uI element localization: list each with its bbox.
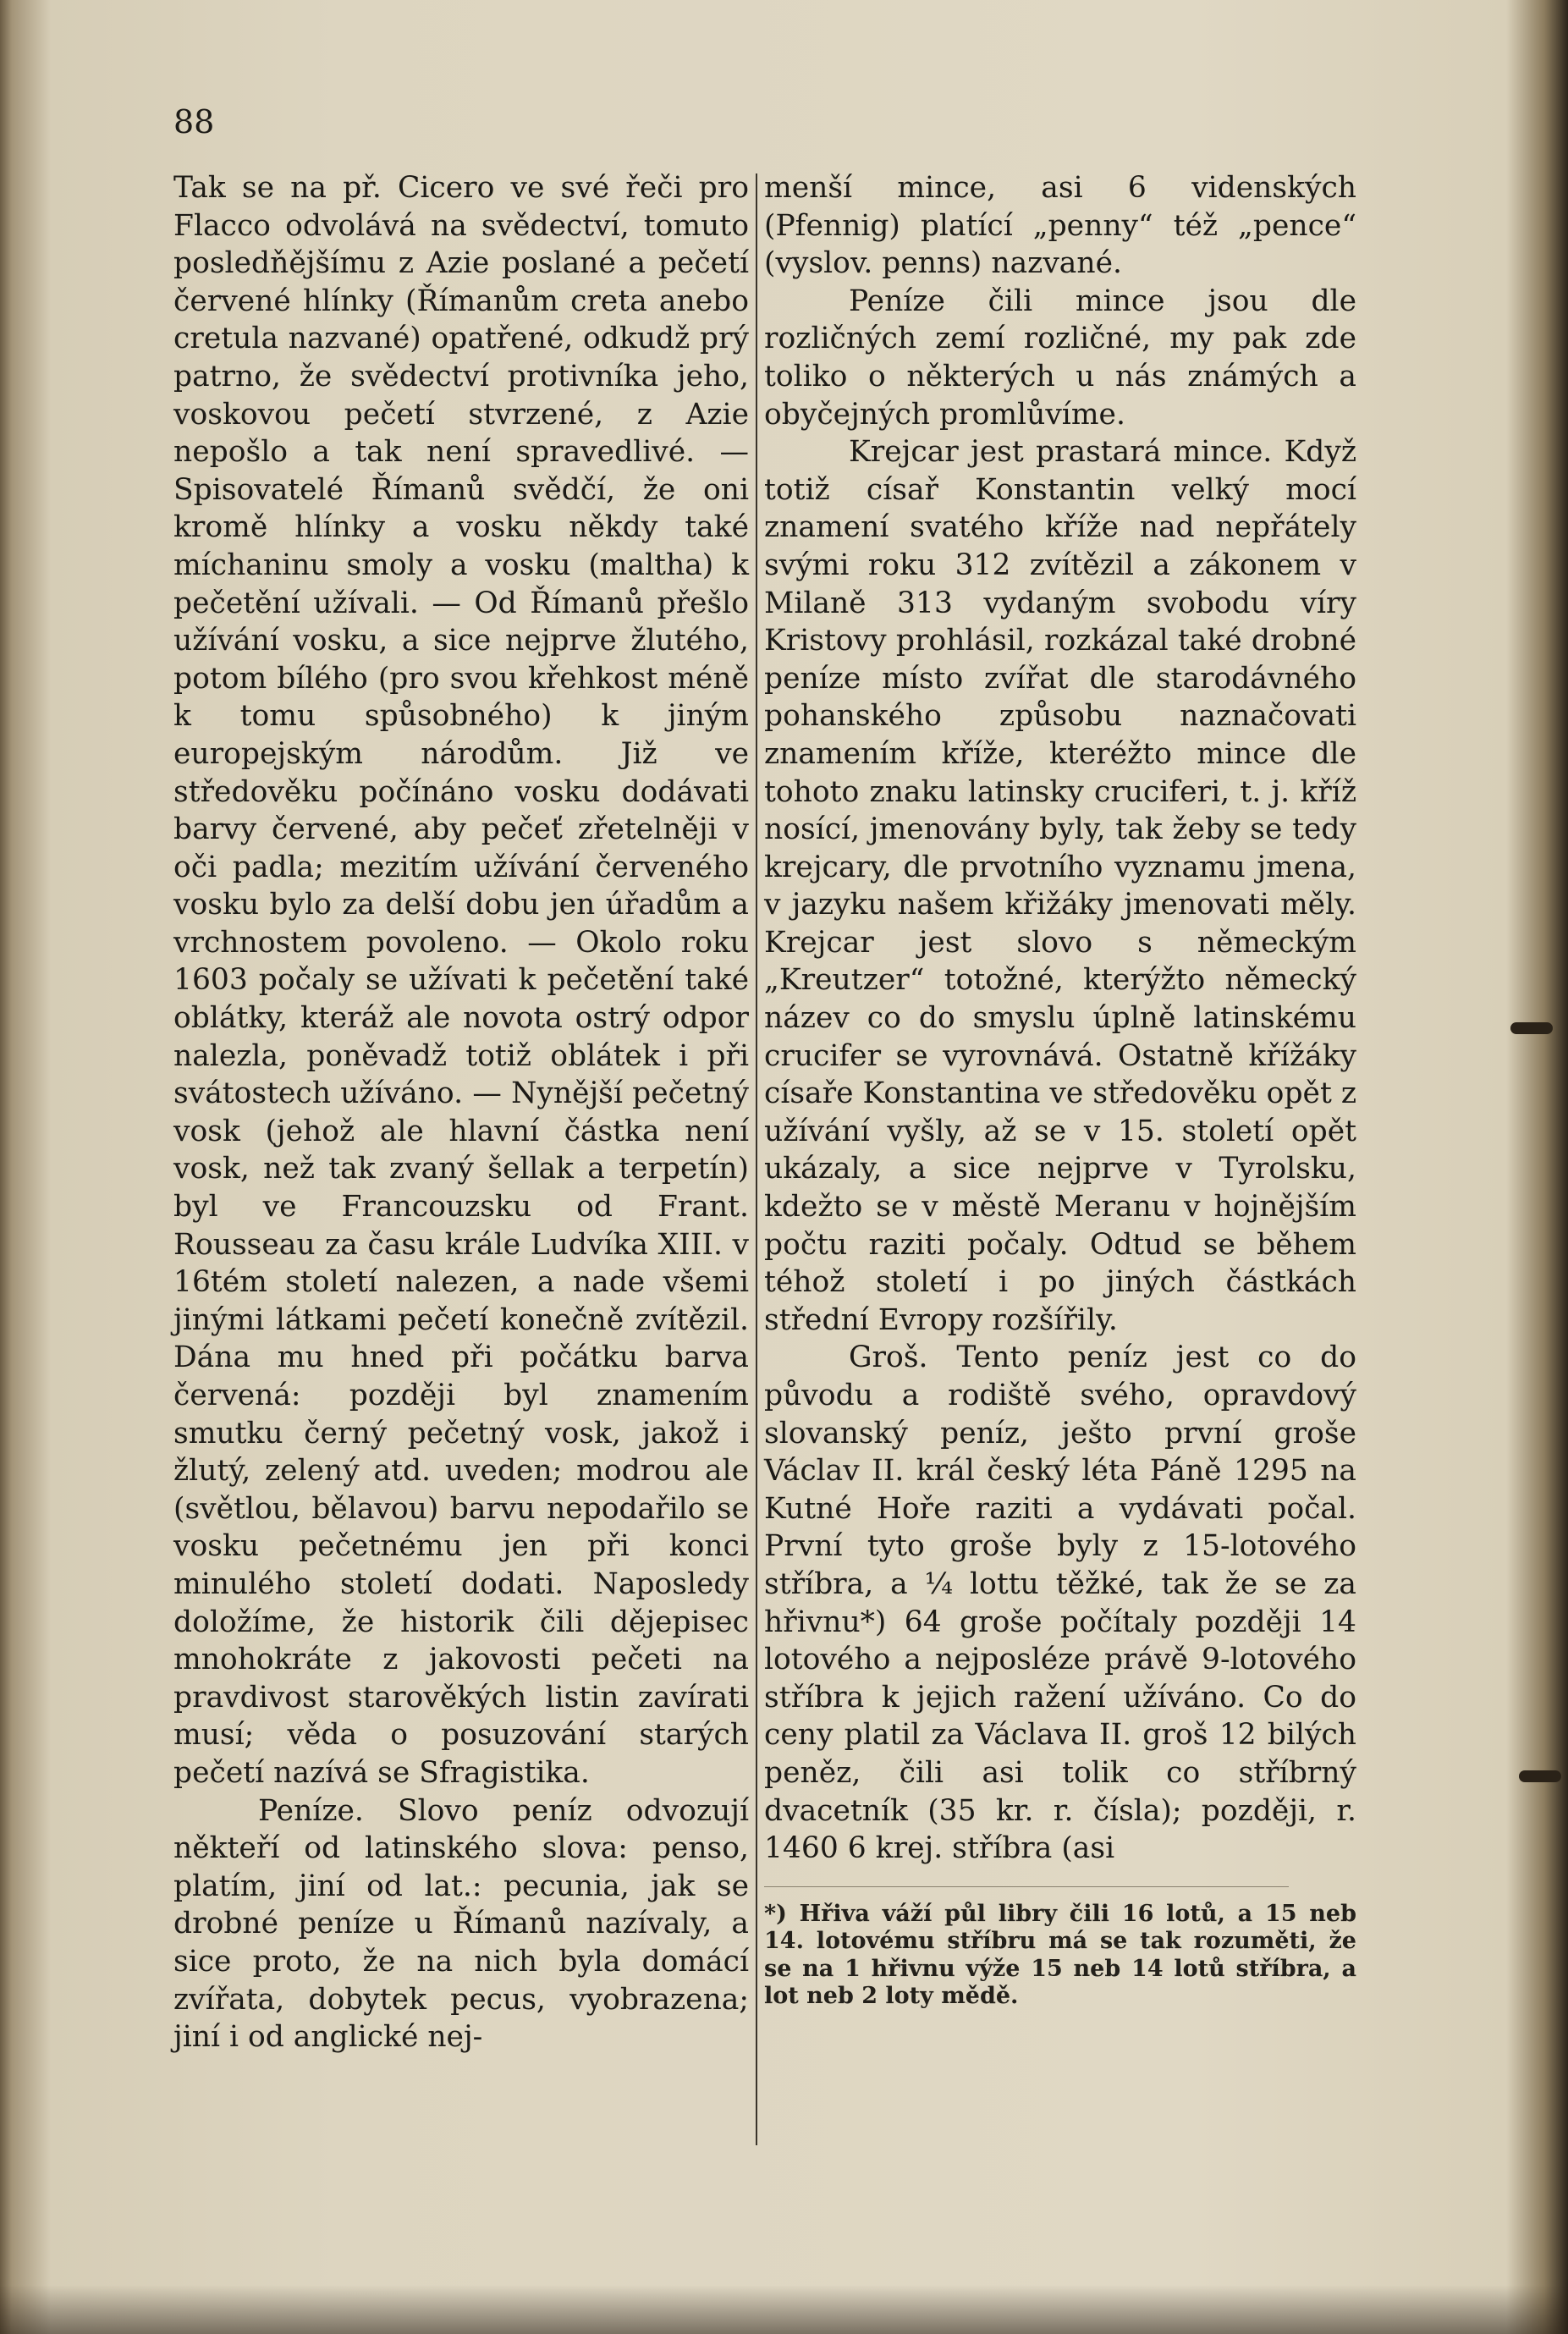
margin-ink-mark <box>1510 1022 1553 1034</box>
paragraph-gros: Groš. Tento peníz jest co do původu a rodiště svého, opravdový slovanský peníz, ješto první groše Václav II. král český léta Páně 1295 na Kutné Hoře raziti a vydávati počal. První tyto groše byly z 15-lotového stříbra, a ¼ lottu těžké, tak že se za hřivnu*) 64 groše počítaly později 14 lotového a nejposléze právě 9-lotového stříbra k jejich ražení užíváno. Co do ceny platil za Václava II. groš 12 bilých peněz, čili asi tolik co stříbrný dvacetník (35 kr. r. čísla); později, r. 1460 6 krej. stříbra (asi <box>764 1340 1356 1866</box>
paragraph-continuation: menší mince, asi 6 videnských (Pfennig) platící „penny“ též „pence“ (vyslov. penns) nazvané. <box>764 171 1356 281</box>
footnote: *) Hřiva váží půl libry čili 16 lotů, a 15 neb 14. lotovému stříbru má se tak rozuměti, že se na 1 hřivnu výže 15 neb 14 lotů stříbra, a lot neb 2 loty mědě. <box>764 1900 1356 2010</box>
left-column <box>173 169 749 2056</box>
footnote-divider <box>764 1886 1289 1887</box>
page-number: 88 <box>173 103 215 140</box>
paragraph-pecete: Tak se na př. Cicero ve své řeči pro Flacco odvolává na svědectví, tomuto posledňějšímu z Azie poslané a pečetí červené hlínky (Římanům creta anebo cretula nazvané) opatřené, odkudž prý patrno, že svědectví protivníka jeho, voskovou pečetí stvrzené, z Azie nepošlo a tak není spravedlivé. — Spisovatelé Římanů svědčí, že oni kromě hlínky a vosku někdy také míchaninu smoly a vosku (maltha) k pečetění užívali. — Od Římanů přešlo užívání vosku, a sice nejprve žlutého, potom bílého (pro svou křehkost méně k tomu spůsobného) k jiným europejským národům. Již ve středověku počínáno vosku dodávati barvy červené, aby pečeť zřetelněji v oči padla; mezitím užívání červeného vosku bylo za delší dobu jen úřadům a vrchnostem povoleno. — Okolo roku 1603 počaly se užívati k pečetění také oblátky, kteráž ale novota ostrý odpor nalezla, poněvadž totiž oblátek i při svátostech užíváno. — Nynější pečetný vosk (jehož ale hlavní částka není vosk, než tak zvaný šellak a terpetín) byl ve Francouzsku od Frant. Rousseau za času krále Ludvíka XIII. v 16tém století nalezen, a nade všemi jinými látkami pečetí konečně zvítězil. Dána mu hned při počátku barva červená: později byl znamením smutku černý pečetný vosk, jakož i žlutý, zelený atd. uveden; modrou ale (světlou, bělavou) barvu nepodařilo se vosku pečetnému jen při konci minulého století dodati. Naposledy doložíme, že historik čili dějepisec mnohokráte z jakovosti pečeti na pravdivost starověkých listin zavírati musí; věda o posuzování starých pečetí nazívá se Sfragistika. <box>173 171 749 1790</box>
paragraph-penize: Peníze. Slovo peníz odvozují někteří od latinského slova: penso, platím, jiní od lat.: pecunia, jak se drobné peníze u Římanů nazívaly, a sice proto, že na nich byla domácí zvířata, dobytek pecus, vyobrazena; jiní i od anglické nej- <box>173 1793 749 2055</box>
right-column <box>764 169 1356 2011</box>
paragraph-krejcar: Krejcar jest prastará mince. Když totiž císař Konstantin velký mocí znamení svatého kříže nad nepřátely svými roku 312 zvítězil a zákonem v Milaně 313 vydaným svobodu víry Kristovy prohlásil, rozkázal také drobné peníze místo zvířat dle starodávného pohanského způsobu naznačovati znamením kříže, kteréžto mince dle tohoto znaku latinsky cruciferi, t. j. kříž nosící, jmenovány byly, tak žeby se tedy krejcary, dle prvotního vyznamu jmena, v jazyku našem křižáky jmenovati měly. Krejcar jest slovo s německým „Kreutzer“ totožné, kterýžto německý název co do smyslu úplně latinskému crucifer se vyrovnává. Ostatně křížáky císaře Konstantina ve středověku opět z užívání vyšly, až se v 15. století opět ukázaly, a sice nejprve v Tyrolsku, kdežto se v městě Meranu v hojnějším počtu raziti počaly. Odtud se během téhož století i po jiných částkách střední Evropy rozšířily. <box>764 435 1356 1337</box>
margin-ink-mark <box>1519 1770 1561 1782</box>
page-edge-shadow <box>0 2285 1568 2334</box>
paragraph-mince: Peníze čili mince jsou dle rozličných zemí rozličné, my pak zde toliko o některých u nás známých a obyčejných promlůvíme. <box>764 283 1356 432</box>
column-divider <box>756 173 757 2145</box>
